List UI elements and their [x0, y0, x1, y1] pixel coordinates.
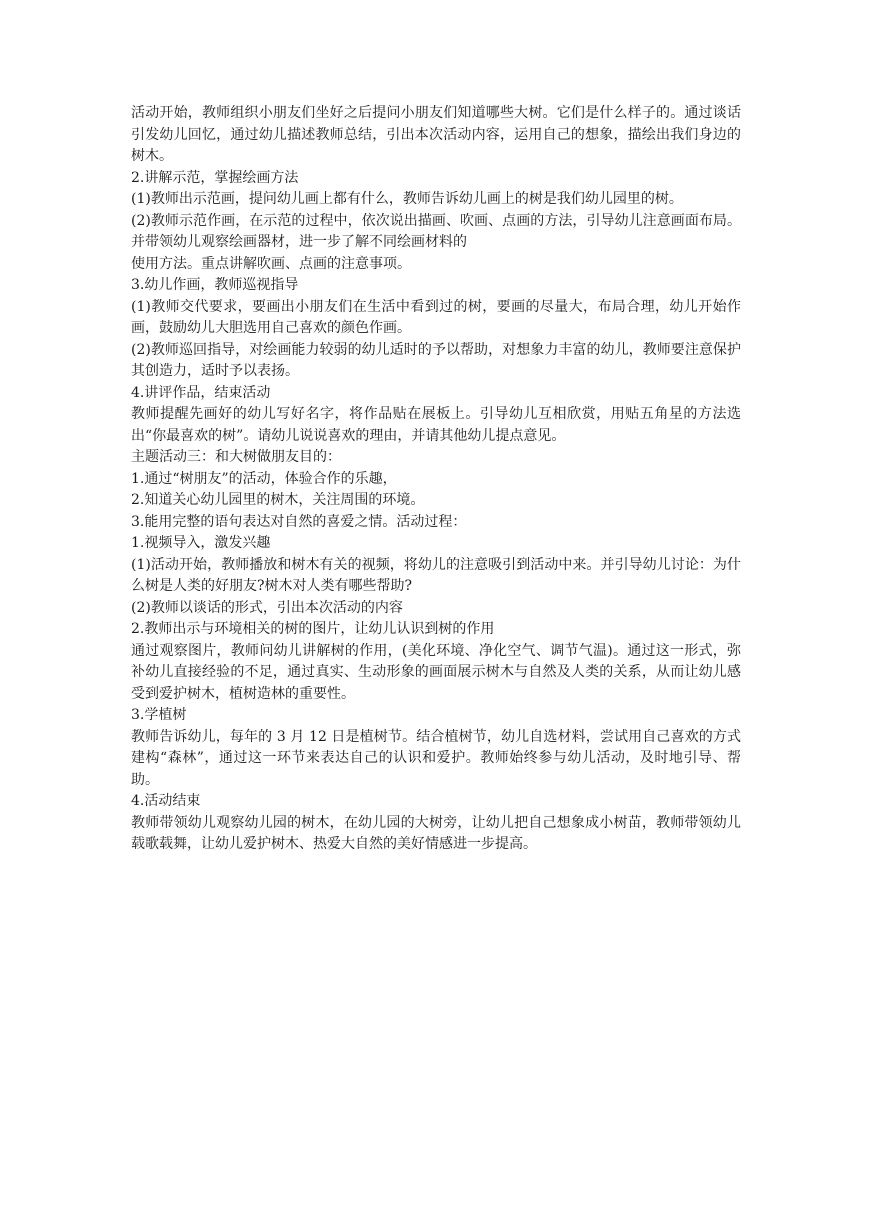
list-item: (2)教师示范作画，在示范的过程中，依次说出描画、吹画、点画的方法，引导幼儿注意画面布局。并带领幼儿观察绘画器材，进一步了解不同绘画材料的: [131, 212, 741, 250]
paragraph: 使用方法。重点讲解吹画、点画的注意事项。: [131, 255, 411, 272]
section-heading: 4.活动结束: [131, 793, 201, 809]
paragraph: 教师带领幼儿观察幼儿园的树木，在幼儿园的大树旁，让幼儿把自己想象成小树苗，教师带领幼儿载歌载舞，让幼儿爱护树木、热爱大自然的美好情感进一步提高。: [131, 814, 741, 852]
section-heading: 3.幼儿作画，教师巡视指导: [131, 277, 299, 293]
list-item: (1)教师交代要求，要画出小朋友们在生活中看到过的树，要画的尽量大，布局合理，幼儿开始作画，鼓励幼儿大胆选用自己喜欢的颜色作画。: [131, 298, 741, 336]
section-heading: 4.讲评作品，结束活动: [131, 384, 271, 401]
paragraph: 通过观察图片，教师问幼儿讲解树的作用，(美化环境、净化空气、调节气温)。通过这一形式，弥补幼儿直接经验的不足，通过真实、生动形象的画面展示树木与自然及人类的关系，从而让幼儿感受到爱护树木，植树造林的重要性。: [131, 642, 741, 702]
section-heading: 1.视频导入，激发兴趣: [131, 535, 271, 551]
list-item: (2)教师以谈话的形式，引出本次活动的内容: [131, 599, 403, 616]
list-item: (1)活动开始，教师播放和树木有关的视频，将幼儿的注意吸引到活动中来。并引导幼儿讨论：为什么树是人类的好朋友?树木对人类有哪些帮助?: [131, 556, 741, 594]
list-item: (1)教师出示范画，提问幼儿画上都有什么，教师告诉幼儿画上的树是我们幼儿园里的树。: [131, 191, 683, 207]
goal-item: 2.知道关心幼儿园里的树木，关注周围的环境。: [131, 492, 425, 508]
intro-paragraph: 活动开始，教师组织小朋友们坐好之后提问小朋友们知道哪些大树。它们是什么样子的。通过谈话引发幼儿回忆，通过幼儿描述教师总结，引出本次活动内容，运用自己的想象，描绘出我们身边的树木。: [131, 105, 741, 164]
goal-item: 1.通过“树朋友”的活动，体验合作的乐趣，: [131, 470, 397, 487]
theme-heading: 主题活动三：和大树做朋友目的：: [131, 449, 341, 465]
list-item: (2)教师巡回指导，对绘画能力较弱的幼儿适时的予以帮助，对想象力丰富的幼儿，教师要注意保护其创造力，适时予以表扬。: [131, 341, 741, 379]
document-body: [131, 103, 741, 856]
section-heading: 2.教师出示与环境相关的树的图片，让幼儿认识到树的作用: [131, 621, 495, 637]
goal-item: 3.能用完整的语句表达对自然的喜爱之情。活动过程：: [131, 513, 467, 530]
section-heading: 2.讲解示范，掌握绘画方法: [131, 169, 299, 186]
paragraph: 教师提醒先画好的幼儿写好名字，将作品贴在展板上。引导幼儿互相欣赏，用贴五角星的方法选出“你最喜欢的树”。请幼儿说说喜欢的理由，并请其他幼儿提点意见。: [131, 406, 741, 444]
section-heading: 3.学植树: [131, 707, 187, 723]
paragraph: 教师告诉幼儿，每年的 3 月 12 日是植树节。结合植树节，幼儿自选材料，尝试用自己喜欢的方式建构“森林”，通过这一环节来表达自己的认识和爱护。教师始终参与幼儿活动，及时地引导、帮助。: [131, 728, 741, 788]
